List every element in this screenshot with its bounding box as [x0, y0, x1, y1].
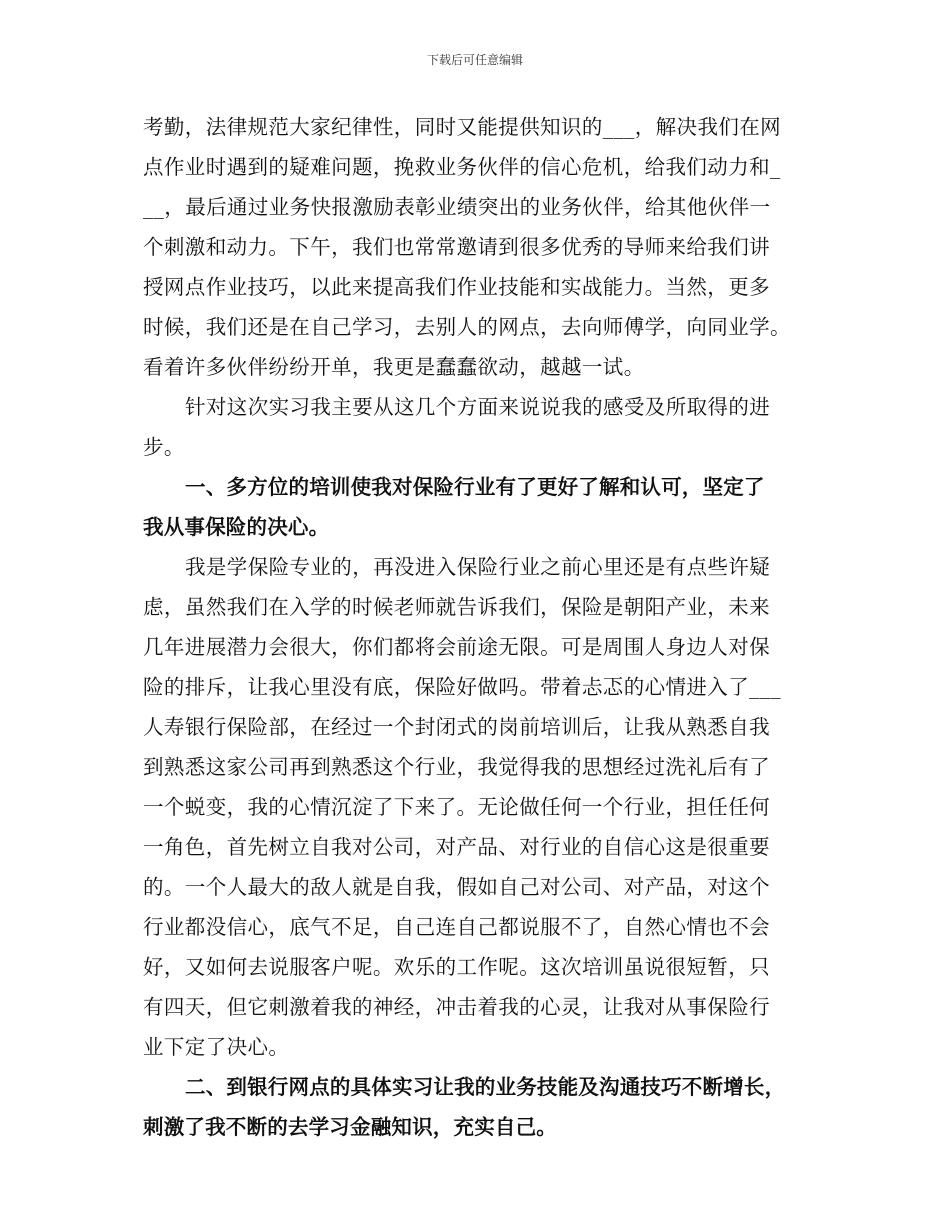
body-line: 考勤，法律规范大家纪律性，同时又能提供知识的___，解决我们在网 — [143, 115, 782, 139]
body-line: 虑，虽然我们在入学的时候老师就告诉我们，保险是朝阳产业，未来 — [143, 595, 770, 619]
body-line: 到熟悉这家公司再到熟悉这个行业，我觉得我的思想经过洗礼后有了 — [143, 755, 770, 779]
body-line: __，最后通过业务快报激励表彰业绩突出的业务伙伴，给其他伙伴一 — [143, 195, 771, 219]
body-line: 授网点作业技巧，以此来提高我们作业技能和实战能力。当然，更多 — [143, 275, 770, 299]
section-heading-line: 我从事保险的决心。 — [143, 515, 330, 539]
section-heading-line: 刺激了我不断的去学习金融知识，充实自己。 — [143, 1115, 557, 1139]
body-line: 一个蜕变，我的心情沉淀了下来了。无论做任何一个行业，担任任何 — [143, 795, 770, 819]
body-line: 几年进展潜力会很大，你们都将会前途无限。可是周围人身边人对保 — [143, 635, 770, 659]
body-line: 有四天，但它刺激着我的神经，冲击着我的心灵，让我对从事保险行 — [143, 995, 770, 1019]
body-line: 针对这次实习我主要从这几个方面来说说我的感受及所取得的进 — [185, 395, 771, 419]
body-line: 业下定了决心。 — [143, 1035, 290, 1059]
body-line: 时候，我们还是在自己学习，去别人的网点，去向师傅学，向同业学。 — [143, 315, 791, 339]
body-line: 险的排斥，让我心里没有底，保险好做吗。带着忐忑的心情进入了___ — [143, 675, 782, 699]
body-line: 我是学保险专业的，再没进入保险行业之前心里还是有点些许疑 — [185, 555, 771, 579]
page-header: 下载后可任意编辑 — [426, 53, 523, 67]
body-line: 步。 — [143, 435, 185, 459]
body-line: 看着许多伙伴纷纷开单，我更是蠢蠢欲动，越越一试。 — [143, 355, 645, 379]
section-heading-line: 二、到银行网点的具体实习让我的业务技能及沟通技巧不断增长， — [185, 1075, 786, 1099]
body-line: 个刺激和动力。下午，我们也常常邀请到很多优秀的导师来给我们讲 — [143, 235, 770, 259]
document-body — [143, 107, 833, 1147]
body-line: 一角色，首先树立自我对公司，对产品、对行业的自信心这是很重要 — [143, 835, 770, 859]
section-heading-line: 一、多方位的培训使我对保险行业有了更好了解和认可，坚定了 — [185, 475, 765, 499]
body-line: 好，又如何去说服客户呢。欢乐的工作呢。这次培训虽说很短暂，只 — [143, 955, 770, 979]
body-line: 人寿银行保险部，在经过一个封闭式的岗前培训后，让我从熟悉自我 — [143, 715, 770, 739]
body-line: 点作业时遇到的疑难问题，挽救业务伙伴的信心危机，给我们动力和_ — [143, 155, 781, 179]
body-line: 行业都没信心，底气不足，自己连自己都说服不了，自然心情也不会 — [143, 915, 770, 939]
body-line: 的。一个人最大的敌人就是自我，假如自己对公司、对产品，对这个 — [143, 875, 770, 899]
